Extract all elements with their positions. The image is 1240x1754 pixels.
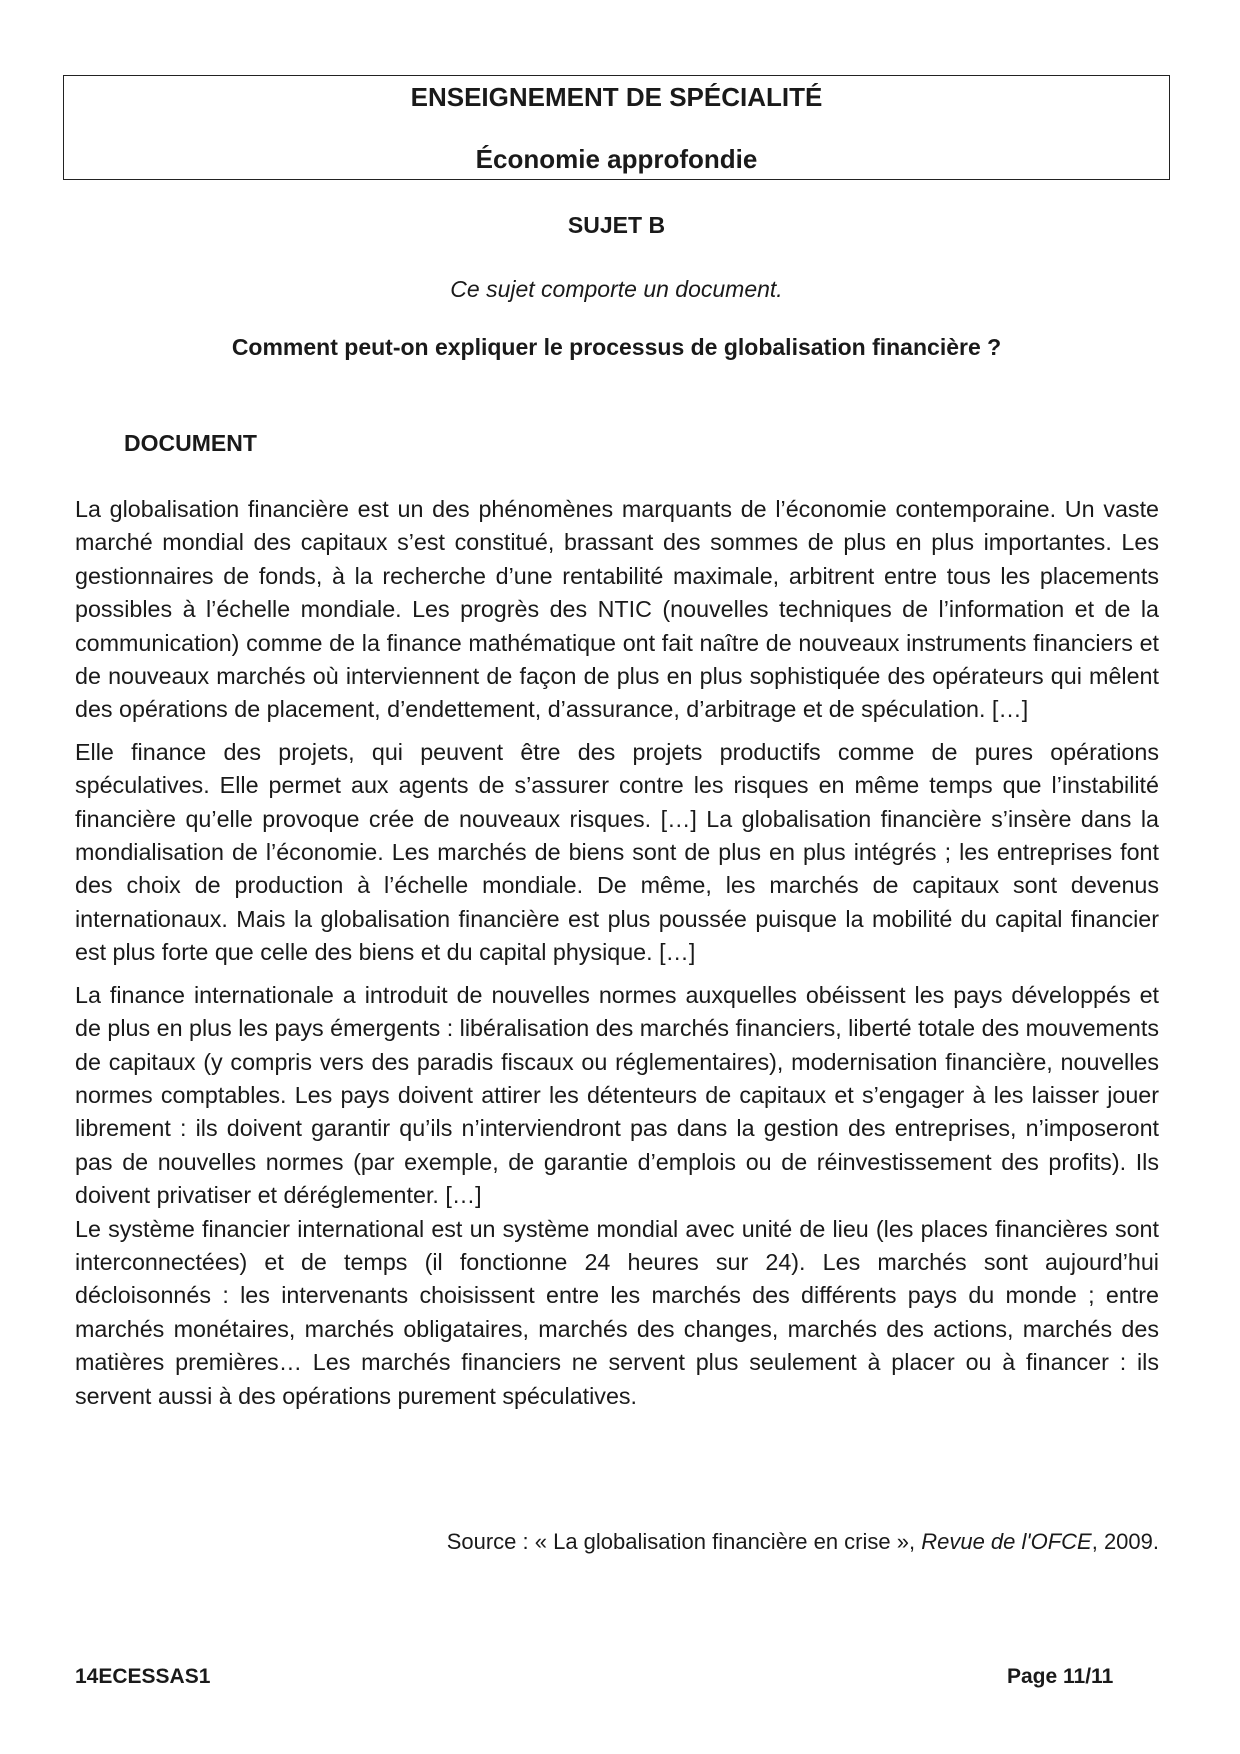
footer-code: 14ECESSAS1 — [75, 1665, 211, 1688]
document-paragraph-3: La finance internationale a introduit de nouvelles normes auxquelles obéissent les pays développés et de plus en plus les pays émergents : libéralisation des marchés financiers, liberté totale des mouvements de capitaux (y compris vers des paradis fiscaux ou réglementaires), modernisation financière, nouvelles normes comptables. Les pays doivent attirer les détenteurs de capitaux et s’engager à les laisser jouer librement : ils doivent garantir qu’ils n’interviendront pas dans la gestion des entreprises, n’imposeront pas de nouvelles normes (par exemple, de garantie d’emplois ou de réinvestissement des profits). Ils doivent privatiser et déréglementer. […] — [75, 981, 1159, 1209]
source-suffix: , 2009. — [1091, 1529, 1159, 1554]
header-box — [63, 75, 1170, 180]
document-paragraph-4: Le système financier international est un système mondial avec unité de lieu (les places financières sont interconnectées) et de temps (il fonctionne 24 heures sur 24). Les marchés sont aujourd’hui décloisonnés : les intervenants choisissent entre les marchés des différents pays du monde ; entre marchés monétaires, marchés obligataires, marchés des changes, marchés des actions, marchés des matières premières… Les marchés financiers ne servent plus seulement à placer ou à financer : ils servent aussi à des opérations purement spéculatives. — [75, 1215, 1159, 1409]
document-body — [75, 493, 1159, 1413]
document-paragraph-1: La globalisation financière est un des phénomènes marquants de l’économie contemporaine. Un vaste marché mondial des capitaux s’est constitué, brassant des sommes de plus en plus importantes. Les gestionnaires de fonds, à la recherche d’une rentabilité maximale, arbitrent entre tous les placements possibles à l’échelle mondiale. Les progrès des NTIC (nouvelles techniques de l’information et de la communication) comme de la finance mathématique ont fait naître de nouveaux instruments financiers et de nouveaux marchés où interviennent de façon de plus en plus sophistiquée des opérateurs qui mêlent des opérations de placement, d’endettement, d’assurance, d’arbitrage et de spéculation. […] — [75, 496, 1159, 723]
subject-question: Comment peut-on expliquer le processus de globalisation financière ? — [231, 334, 1002, 360]
footer-page-number: Page 11/11 — [1007, 1665, 1114, 1688]
source-prefix: Source : « La globalisation financière en crise », — [446, 1529, 922, 1554]
document-source — [63, 1529, 1159, 1555]
header-title: ENSEIGNEMENT DE SPÉCIALITÉ — [410, 82, 823, 112]
document-paragraph-2: Elle finance des projets, qui peuvent être des projets productifs comme de pures opérations spéculatives. Elle permet aux agents de s’assurer contre les risques en même temps que l’instabilité financière qu’elle provoque crée de nouveaux risques. […] La globalisation financière s’insère dans la mondialisation de l’économie. Les marchés de biens sont de plus en plus intégrés ; les entreprises font des choix de production à l’échelle mondiale. De même, les marchés de capitaux sont devenus internationaux. Mais la globalisation financière est plus poussée puisque la mobilité du capital financier est plus forte que celle des biens et du capital physique. […] — [75, 738, 1159, 966]
document-heading: DOCUMENT — [124, 430, 257, 456]
source-journal: Revue de l'OFCE — [921, 1529, 1092, 1554]
subject-label: SUJET B — [567, 212, 666, 238]
header-subtitle: Économie approfondie — [475, 144, 758, 174]
subject-note: Ce sujet comporte un document. — [450, 276, 783, 302]
